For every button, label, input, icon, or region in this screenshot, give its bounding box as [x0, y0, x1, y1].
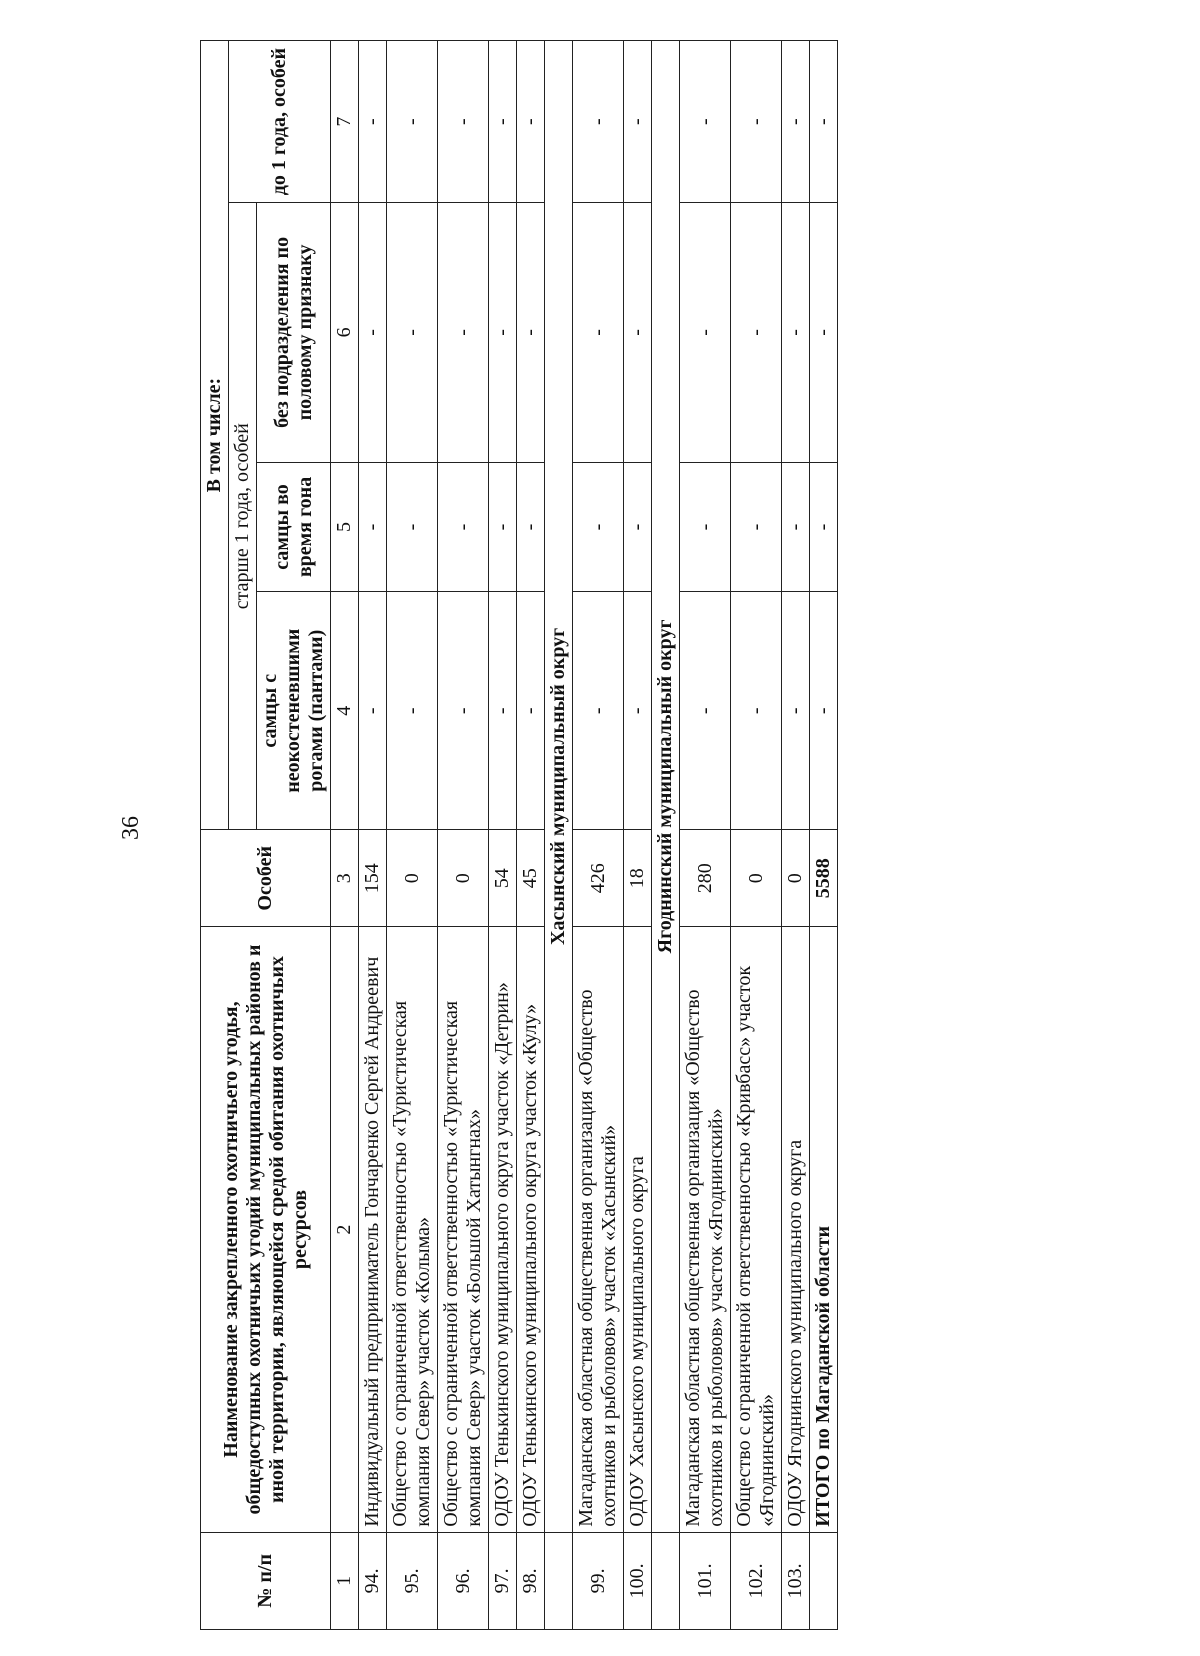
row-under-1-year: - — [438, 41, 489, 203]
row-count: 0 — [731, 830, 782, 927]
total-empty-cell — [810, 1532, 838, 1629]
header-no-sex: без подразделения по половому признаку — [257, 203, 331, 462]
row-antlers: - — [573, 592, 624, 830]
row-count: 0 — [387, 830, 438, 927]
row-number: 101. — [680, 1532, 731, 1629]
table-row — [438, 41, 489, 1630]
row-rut: - — [680, 462, 731, 592]
row-name: ОДОУ Ягоднинского муниципального округа — [782, 927, 810, 1532]
row-no-sex: - — [731, 203, 782, 462]
row-number: 103. — [782, 1532, 810, 1629]
row-rut: - — [624, 462, 652, 592]
total-row — [810, 41, 838, 1630]
row-name: Магаданская областная общественная организация «Общество охотников и рыболовов» участок «Хасынский» — [573, 927, 624, 1532]
data-table — [200, 40, 838, 1630]
row-under-1-year: - — [680, 41, 731, 203]
row-count: 45 — [517, 830, 545, 927]
header-count: Особей — [201, 830, 331, 927]
index-cell: 7 — [331, 41, 359, 203]
row-rut: - — [438, 462, 489, 592]
row-no-sex: - — [489, 203, 517, 462]
row-count: 154 — [359, 830, 387, 927]
header-under-1-year: до 1 года, особей — [229, 41, 331, 203]
header-antlers: самцы с неокостеневшими рогами (пантами) — [257, 592, 331, 830]
section-row — [545, 41, 573, 1630]
header-subgroup: старше 1 года, особей — [229, 203, 257, 830]
row-count: 18 — [624, 830, 652, 927]
table-row — [573, 41, 624, 1630]
row-no-sex: - — [573, 203, 624, 462]
rotated-page — [120, 40, 1150, 1630]
index-cell: 4 — [331, 592, 359, 830]
total-label: ИТОГО по Магаданской области — [810, 927, 838, 1532]
row-under-1-year: - — [489, 41, 517, 203]
row-under-1-year: - — [782, 41, 810, 203]
row-number: 100. — [624, 1532, 652, 1629]
row-name: ОДОУ Тенькинского муниципального округа участок «Кулу» — [517, 927, 545, 1532]
index-cell: 3 — [331, 830, 359, 927]
row-name: Общество с ограниченной ответственностью «Кривбасс» участок «Ягоднинский» — [731, 927, 782, 1532]
row-under-1-year: - — [387, 41, 438, 203]
row-no-sex: - — [680, 203, 731, 462]
page-number: 36 — [118, 816, 144, 840]
header-group: В том числе: — [201, 41, 229, 830]
index-cell: 5 — [331, 462, 359, 592]
row-number: 95. — [387, 1532, 438, 1629]
row-under-1-year: - — [359, 41, 387, 203]
row-no-sex: - — [359, 203, 387, 462]
row-rut: - — [782, 462, 810, 592]
row-antlers: - — [489, 592, 517, 830]
row-rut: - — [731, 462, 782, 592]
row-no-sex: - — [387, 203, 438, 462]
row-antlers: - — [680, 592, 731, 830]
row-rut: - — [387, 462, 438, 592]
header-rut: самцы во время гона — [257, 462, 331, 592]
index-row — [331, 41, 359, 1630]
row-antlers: - — [387, 592, 438, 830]
section-row — [652, 41, 680, 1630]
table-row — [624, 41, 652, 1630]
row-antlers: - — [624, 592, 652, 830]
row-under-1-year: - — [624, 41, 652, 203]
row-antlers: - — [438, 592, 489, 830]
index-cell: 6 — [331, 203, 359, 462]
table-body — [331, 41, 838, 1630]
row-number: 94. — [359, 1532, 387, 1629]
total-under-1-year: - — [810, 41, 838, 203]
header-name: Наименование закрепленного охотничьего угодья, общедоступных охотничьих угодий муниципальных районов и иной территории, являющейся средой обитания охотничьих ресурсов — [201, 927, 331, 1532]
total-rut: - — [810, 462, 838, 592]
table-row — [387, 41, 438, 1630]
page-number-area — [120, 40, 160, 1630]
total-count: 5588 — [810, 830, 838, 927]
row-count: 426 — [573, 830, 624, 927]
row-count: 54 — [489, 830, 517, 927]
header-no: № п/п — [201, 1532, 331, 1629]
table-row — [359, 41, 387, 1630]
row-number: 97. — [489, 1532, 517, 1629]
row-rut: - — [359, 462, 387, 592]
row-name: ОДОУ Хасынского муниципального округа — [624, 927, 652, 1532]
row-rut: - — [489, 462, 517, 592]
total-antlers: - — [810, 592, 838, 830]
row-name: Индивидуальный предприниматель Гончаренко Сергей Андреевич — [359, 927, 387, 1532]
row-count: 0 — [782, 830, 810, 927]
index-cell: 1 — [331, 1532, 359, 1629]
row-rut: - — [517, 462, 545, 592]
row-name: Магаданская областная общественная организация «Общество охотников и рыболовов» участок «Ягоднинский» — [680, 927, 731, 1532]
section-title: Ягоднинский муниципальный округ — [652, 41, 680, 1533]
row-under-1-year: - — [573, 41, 624, 203]
row-count: 0 — [438, 830, 489, 927]
index-cell: 2 — [331, 927, 359, 1532]
row-name: ОДОУ Тенькинского муниципального округа участок «Детрин» — [489, 927, 517, 1532]
row-rut: - — [573, 462, 624, 592]
row-no-sex: - — [782, 203, 810, 462]
row-under-1-year: - — [517, 41, 545, 203]
section-empty-cell — [545, 1532, 573, 1629]
row-number: 98. — [517, 1532, 545, 1629]
total-no-sex: - — [810, 203, 838, 462]
row-antlers: - — [731, 592, 782, 830]
table-row — [489, 41, 517, 1630]
row-antlers: - — [782, 592, 810, 830]
row-name: Общество с ограниченной ответственностью «Туристическая компания Север» участок «Колыма» — [387, 927, 438, 1532]
table-row — [680, 41, 731, 1630]
row-number: 96. — [438, 1532, 489, 1629]
row-name: Общество с ограниченной ответственностью «Туристическая компания Север» участок «Большой Хатынгнах» — [438, 927, 489, 1532]
section-empty-cell — [652, 1532, 680, 1629]
row-number: 102. — [731, 1532, 782, 1629]
table-row — [731, 41, 782, 1630]
row-antlers: - — [517, 592, 545, 830]
table-row — [782, 41, 810, 1630]
row-count: 280 — [680, 830, 731, 927]
row-no-sex: - — [624, 203, 652, 462]
section-title: Хасынский муниципальный округ — [545, 41, 573, 1533]
row-no-sex: - — [517, 203, 545, 462]
row-number: 99. — [573, 1532, 624, 1629]
row-antlers: - — [359, 592, 387, 830]
row-under-1-year: - — [731, 41, 782, 203]
row-no-sex: - — [438, 203, 489, 462]
table-row — [517, 41, 545, 1630]
